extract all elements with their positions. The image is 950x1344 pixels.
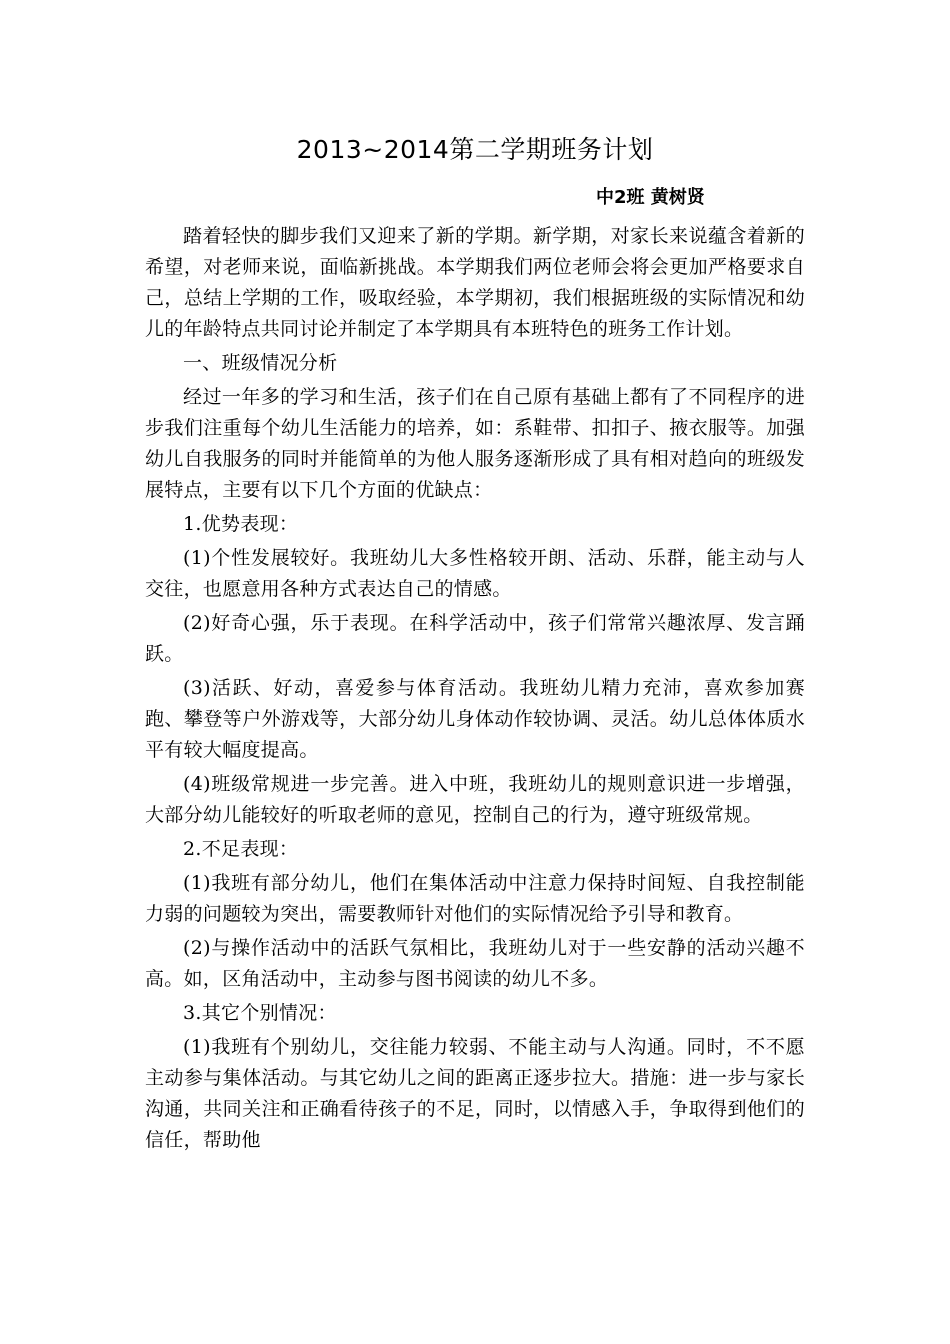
document-title: 2013~2014第二学期班务计划 — [296, 135, 654, 164]
section-heading: 一、班级情况分析 — [183, 352, 338, 374]
list-item: (1)个性发展较好。我班幼儿大多性格较开朗、活动、乐群，能主动与人交往，也愿意用各种方式表达自己的情感。 — [145, 547, 805, 600]
author-line: 中2班 黄树贤 — [596, 187, 705, 208]
subheading-other: 3.其它个别情况： — [183, 1002, 337, 1024]
subheading-weaknesses: 2.不足表现： — [183, 838, 299, 860]
list-item: (1)我班有部分幼儿，他们在集体活动中注意力保持时间短、自我控制能力弱的问题较为突出，需要教师针对他们的实际情况给予引导和教育。 — [145, 872, 805, 925]
list-item: (2)好奇心强，乐于表现。在科学活动中，孩子们常常兴趣浓厚、发言踊跃。 — [145, 612, 805, 665]
subheading-strengths: 1.优势表现： — [183, 513, 299, 535]
document-body — [145, 221, 805, 1159]
paragraph-analysis: 经过一年多的学习和生活，孩子们在自己原有基础上都有了不同程序的进步我们注重每个幼儿生活能力的培养，如：系鞋带、扣扣子、掖衣服等。加强幼儿自我服务的同时并能简单的为他人服务逐渐形成了具有相对趋向的班级发展特点，主要有以下几个方面的优缺点： — [145, 386, 805, 501]
list-item: (1)我班有个别幼儿，交往能力较弱、不能主动与人沟通。同时，不不愿主动参与集体活动。与其它幼儿之间的距离正逐步拉大。措施：进一步与家长沟通，共同关注和正确看待孩子的不足，同时，以情感入手，争取得到他们的信任，帮助他 — [145, 1036, 805, 1151]
paragraph-intro: 踏着轻快的脚步我们又迎来了新的学期。新学期，对家长来说蕴含着新的希望，对老师来说，面临新挑战。本学期我们两位老师会将会更加严格要求自己，总结上学期的工作，吸取经验，本学期初，我们根据班级的实际情况和幼儿的年龄特点共同讨论并制定了本学期具有本班特色的班务工作计划。 — [145, 225, 805, 340]
list-item: (4)班级常规进一步完善。进入中班，我班幼儿的规则意识进一步增强，大部分幼儿能较好的听取老师的意见，控制自己的行为，遵守班级常规。 — [145, 773, 805, 826]
list-item: (2)与操作活动中的活跃气氛相比，我班幼儿对于一些安静的活动兴趣不高。如，区角活动中，主动参与图书阅读的幼儿不多。 — [145, 937, 805, 990]
list-item: (3)活跃、好动，喜爱参与体育活动。我班幼儿精力充沛，喜欢参加赛跑、攀登等户外游戏等，大部分幼儿身体动作较协调、灵活。幼儿总体体质水平有较大幅度提高。 — [145, 677, 805, 761]
